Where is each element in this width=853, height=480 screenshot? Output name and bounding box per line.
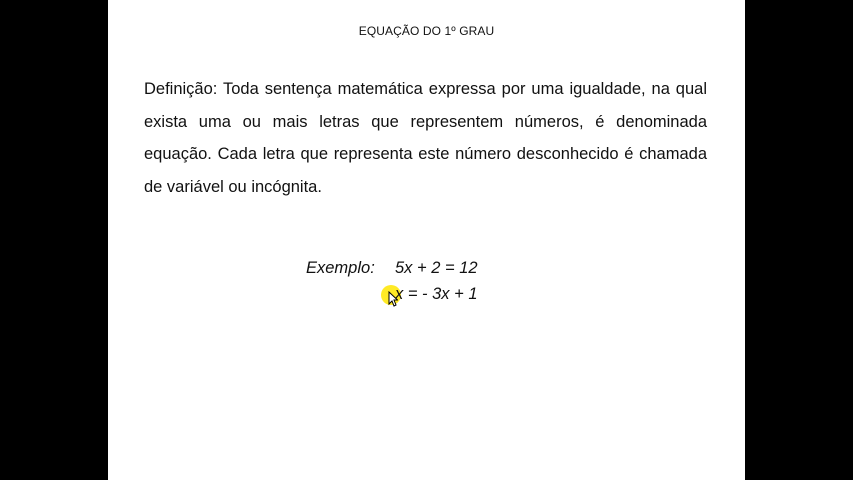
document-page [108,0,745,480]
page-title: EQUAÇÃO DO 1º GRAU [358,24,495,38]
example-equation-2: x = - 3x + 1 [395,285,478,303]
example-label: Exemplo: [306,259,375,277]
definition-paragraph: Definição: Toda sentença matemática expressa por uma igualdade, na qual exista uma ou mais letras que representem números, é denominada equação. Cada letra que representa este número desconhecido é chamada de variável ou incógnita. [144,80,707,196]
example-equation-1: 5x + 2 = 12 [395,259,478,277]
mouse-pointer-icon [388,291,398,307]
